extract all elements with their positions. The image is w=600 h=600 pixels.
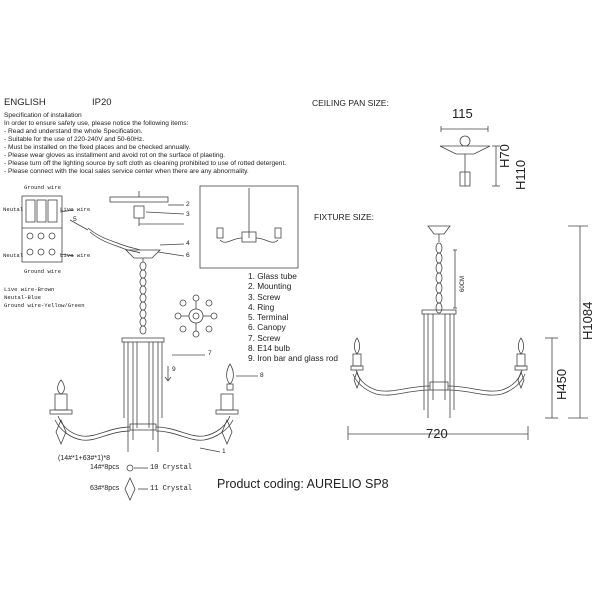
- fixture-size-title: FIXTURE SIZE:: [314, 212, 374, 222]
- part-item: 6. Canopy: [248, 322, 286, 333]
- wire-color-ground: Ground wire-Yellow/Green: [4, 302, 85, 309]
- chandelier-main-drawing: [50, 262, 258, 452]
- callout-number: 8: [260, 372, 264, 379]
- ip-rating: IP20: [92, 97, 112, 108]
- product-coding: Product coding: AURELIO SP8: [217, 477, 389, 491]
- crystal-qty: 14#*8pcs: [90, 464, 120, 471]
- wiring-neutral-label: Neutal: [3, 252, 24, 259]
- part-item: 9. Iron bar and glass rod: [248, 353, 338, 364]
- part-item: 1. Glass tube: [248, 271, 297, 281]
- crystal-formula: (14#*1+63#*1)*8: [58, 455, 110, 462]
- callout-number: 9: [172, 366, 176, 373]
- callout-number: 5: [73, 216, 77, 223]
- dim-fixture-width: 720: [426, 426, 448, 441]
- dim-chain-length: 60CM: [460, 275, 466, 292]
- spec-item: - Must be installed on the fixed places and be checked annually.: [4, 144, 191, 151]
- part-item: 3. Screw: [248, 291, 281, 302]
- spec-item: - Please connect with the local sales service center when there are any abnormality.: [4, 168, 249, 175]
- wiring-live-label: Live wire: [60, 252, 91, 259]
- canopy-drawing: [88, 228, 184, 262]
- ceiling-pan-drawing: [440, 126, 500, 186]
- dim-pan-h70: H70: [497, 144, 512, 168]
- wiring-live-label: Live wire: [60, 206, 91, 213]
- crystal-label: 11 Crystal: [150, 485, 193, 493]
- dim-fixture-h450: H450: [554, 368, 569, 400]
- ceiling-pan-title: CEILING PAN SIZE:: [312, 98, 389, 108]
- callout-number: 1: [222, 448, 226, 455]
- part-item: 8. E14 bulb: [248, 343, 290, 354]
- callout-number: 4: [186, 240, 190, 247]
- spec-item: - Read and understand the whole Specification.: [4, 128, 143, 135]
- part-item: 7. Screw: [248, 332, 281, 343]
- fixture-drawing: [348, 226, 588, 440]
- language-label: ENGLISH: [4, 97, 46, 108]
- spec-item: - Suitable for the use of 220-240V and 50-60Hz.: [4, 136, 145, 143]
- callout-number: 3: [186, 211, 190, 218]
- wire-color-neutral: Neutal-Blue: [4, 294, 41, 301]
- callout-number: 6: [186, 252, 190, 259]
- dim-fixture-h1084: H1084: [580, 301, 595, 340]
- wiring-neutral-label: Neutal: [3, 206, 24, 213]
- wire-color-live: Live wire-Brown: [4, 286, 55, 293]
- spec-intro: In order to ensure safety use, please notice the following items:: [4, 120, 189, 127]
- spec-item: - Please turn off the lighting source by soft cloth as cleaning prohibited to use of rotted detergent.: [4, 160, 287, 167]
- wiring-ground-label: Ground wire: [24, 268, 61, 275]
- crystal-ring-drawing: [175, 295, 217, 337]
- part-item: 5. Terminal: [248, 312, 289, 323]
- part-item: 4. Ring: [248, 301, 275, 312]
- crystal-icons: [125, 465, 148, 500]
- parts-list: [248, 271, 338, 364]
- mounting-parts-drawing: [110, 191, 184, 226]
- callout-number: 7: [208, 350, 212, 357]
- wiring-ground-label: Ground wire: [24, 184, 61, 191]
- chandelier-preview-drawing: [200, 186, 298, 268]
- callout-number: 2: [186, 201, 190, 208]
- spec-title: Specification of installation: [4, 112, 82, 119]
- crystal-label: 10 Crystal: [150, 464, 193, 472]
- part-item: 2. Mounting: [248, 281, 292, 292]
- dim-pan-h110: H110: [513, 159, 528, 190]
- spec-item: - Please wear gloves as installment and avoid rot on the surface of plaeting.: [4, 152, 226, 159]
- crystal-qty: 63#*8pcs: [90, 485, 120, 492]
- dim-pan-width: 115: [452, 106, 473, 121]
